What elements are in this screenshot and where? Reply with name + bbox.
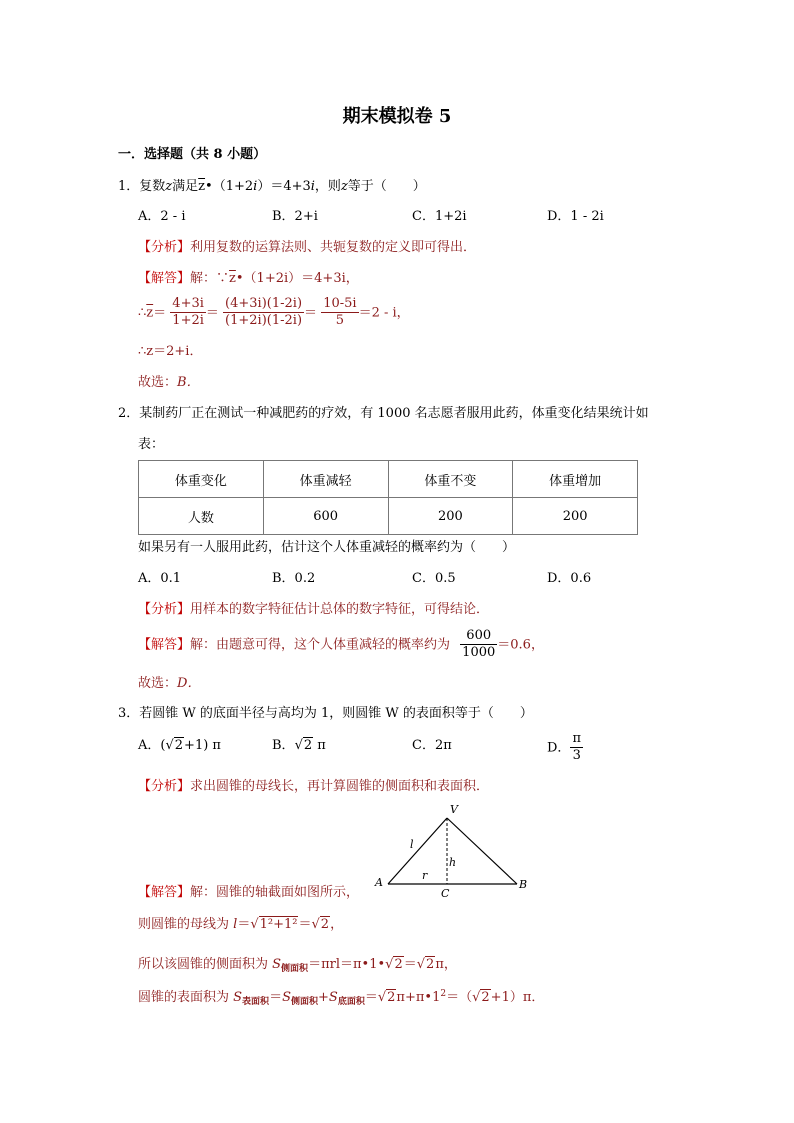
label-r: r [422,869,428,882]
table-header-cell: 体重变化 [139,461,264,498]
q3-answer-line2: 则圆锥的母线为 l＝√1²+1²＝√2， [138,917,344,932]
slant-line-left [388,818,447,884]
q1-option-c: C．1+2i [412,209,467,224]
page-title: 期末模拟卷 5 [342,106,452,127]
q2-question: 如果另有一人服用此药，估计这个人体重减轻的概率约为（ ） [138,540,516,555]
q1-step3: ∴z＝2+i． [138,344,203,359]
q1-number: 1． [118,179,140,194]
q3-answer-line4: 圆锥的表面积为 $S_{表面积}=S_{侧面积}+S_{底面积}=√2\pi+\pi•1^2=(√2+1)\pi$． [138,989,545,1007]
q2-choose: 故选：D． [138,676,201,691]
table-cell: 200 [513,498,638,535]
table-header-cell: 体重减轻 [263,461,388,498]
q1-option-a: A．2 - i [138,209,186,224]
table-cell: 人数 [139,498,264,535]
q1-stem: 1．复数z满足$\overline{z}•(1+2i)=4+3i$，则z等于（ ） [118,179,426,194]
q3-analysis: 【分析】求出圆锥的母线长，再计算圆锥的侧面积和表面积． [138,779,490,794]
q2-analysis: 【分析】用样本的数字特征估计总体的数字特征，可得结论． [138,602,490,617]
table-row [139,498,638,535]
table-cell: 200 [388,498,513,535]
label-C: C [441,887,450,900]
q1-fraction-2: $\frac{(4+3i)(1-2i)}{(1+2i)(1-2i)}$ [225,296,303,329]
q3-answer: 【解答】解：圆锥的轴截面如图所示， [138,885,360,900]
q2-option-d: D．0.6 [547,571,592,586]
slant-line-right [447,818,517,884]
q2-option-c: C．0.5 [412,571,456,586]
q2-option-b: B．0.2 [272,571,316,586]
q1-fraction-1: $\frac{4+3i}{1+2i}$ [172,296,204,329]
q1-fraction-3: $\frac{10-5i}{5}$ [323,296,357,329]
q1-option-d: D．1 - 2i [547,209,604,224]
q3-stem: 3．若圆锥 W 的底面半径与高均为 1，则圆锥 W 的表面积等于（ ） [118,706,533,721]
label-h: h [449,856,457,869]
q2-stem-line1: 2．某制药厂正在测试一种减肥药的疗效，有 1000 名志愿者服用此药，体重变化结果统计如 [118,406,649,421]
table-row [139,461,638,498]
table-header-cell: 体重不变 [388,461,513,498]
label-B: B [519,878,528,891]
q1-option-b: B．2+i [272,209,318,224]
q1-answer: 【解答】解：$\because\overline{z}•(1+2i)=4+3i$， [138,271,359,286]
q3-option-b: B．√2 π [272,738,326,753]
q3-option-a: A．(√2+1) π [138,738,221,753]
q2-stem-line2: 表： [138,437,165,452]
q2-option-a: A．0.1 [138,571,182,586]
cone-section-figure [370,800,530,900]
section-heading: 一．选择题（共 8 小题） [118,147,267,162]
q3-option-c: C．2π [412,738,452,753]
q3-option-d: D． $\frac{\pi}{3}$ [547,731,581,764]
q2-answer: 【解答】解：由题意可得，这个人体重减轻的概率约为 $\frac{600}{1000}$ ＝0.6， [138,628,544,661]
label-A: A [375,876,383,889]
label-V: V [450,803,458,816]
label-l: l [410,838,414,851]
q2-table [138,460,638,535]
q1-analysis: 【分析】利用复数的运算法则、共轭复数的定义即可得出． [138,240,477,255]
q1-choose: 故选：B． [138,375,200,390]
table-cell: 600 [263,498,388,535]
q1-step2: $\therefore\overline{z}=$ $\frac{4+3i}{1+2i}$ ＝ $\frac{(4+3i)(1-2i)}{(1+2i)(1-2i)}$ ＝ $\frac{10-5i}{5}$ ＝2 - i， [138,296,410,329]
q2-fraction: $\frac{600}{1000}$ [462,628,496,661]
q3-answer-line3: 所以该圆锥的侧面积为 $S_{侧面积}=\pi rl=\pi•1•√2=√2\pi$， [138,957,457,974]
table-header-cell: 体重增加 [513,461,638,498]
